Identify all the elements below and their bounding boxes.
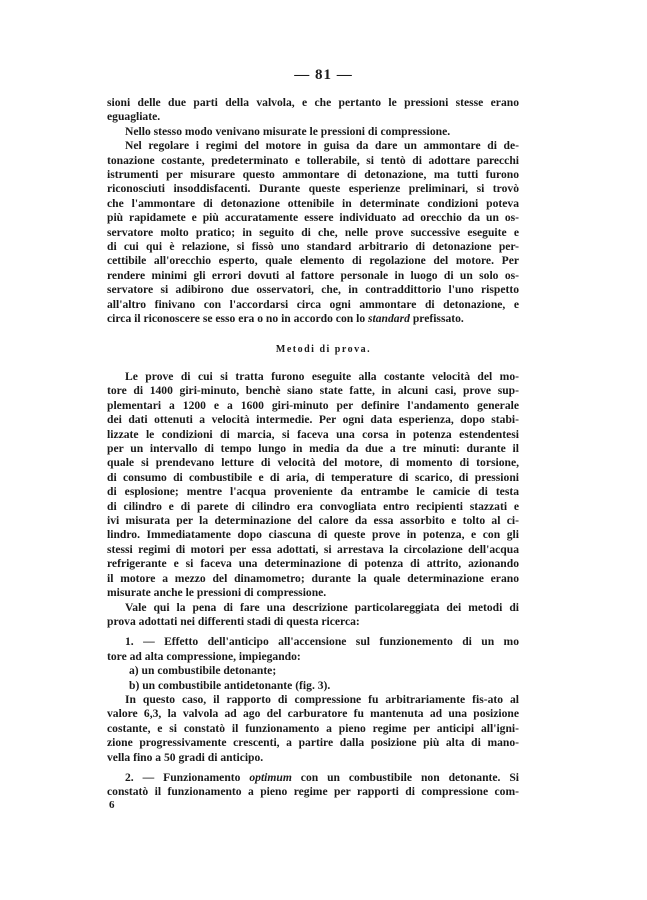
text-line: eguagliate. bbox=[107, 110, 161, 124]
text-line bbox=[107, 312, 519, 326]
text-line: il motore a mezzo del dinamometro; durante la quale determinazione erano bbox=[107, 571, 519, 585]
text-line: quale si prendevano letture di velocità del motore, di momento di torsione, bbox=[107, 456, 519, 470]
text-run: con un combustibile non detonante. Si bbox=[291, 770, 520, 784]
text-line: Nel regolare i regimi del motore in guisa da dare un ammontare di de- bbox=[125, 139, 519, 153]
text-line: lizzate le condizioni di marcia, si faceva una corsa in potenza estendentesi bbox=[107, 427, 519, 441]
italic-term: optimum bbox=[249, 770, 292, 784]
text-line: tonazione costante, predeterminato e tollerabile, si tentò di adottare parecchi bbox=[107, 153, 519, 167]
text-run: circa il riconoscere se esso era o no in accordo con lo bbox=[107, 312, 369, 326]
text-line: constatò il funzionamento a pieno regime per rapporti di compressione com- bbox=[107, 785, 519, 799]
text-line: di cui qui è relazione, si fissò uno standard arbitrario di detonazione per- bbox=[107, 240, 519, 254]
text-line: cettibile all'orecchio esperto, quale elemento di regolazione del motore. Per bbox=[107, 254, 519, 268]
page-number: — 81 — bbox=[294, 67, 353, 83]
text-run: 2. — Funzionamento bbox=[125, 770, 250, 784]
text-line: istrumenti per misurare questo ammontare di detonazione, ma tutti furono bbox=[107, 168, 519, 182]
text-line: costante, e si constatò il funzionamento a pieno regime per anticipi all'igni- bbox=[107, 721, 519, 735]
methods-text bbox=[107, 370, 519, 800]
text-line: In questo caso, il rapporto di compressione fu arbitrariamente fis-ato al bbox=[125, 692, 519, 706]
text-line: misurate anche le pressioni di compressione. bbox=[107, 586, 327, 600]
sub-item: a) un combustibile detonante; bbox=[129, 664, 277, 678]
text-line: Nello stesso modo venivano misurate le pressioni di compressione. bbox=[125, 124, 451, 138]
text-line: che l'ammontare di detonazione ottenibile in determinate condizioni poteva bbox=[107, 196, 519, 210]
text-run: prefissato. bbox=[409, 312, 464, 326]
list-item-heading: 1. — Effetto dell'anticipo all'accensione sul funzionemento di un mo bbox=[125, 635, 519, 649]
text-line: Vale qui la pena di fare una descrizione particolareggiata dei metodi di bbox=[125, 600, 519, 614]
section-title: Metodi di prova. bbox=[275, 344, 372, 355]
text-line: Le prove di cui si tratta furono eseguite alla costante velocità del mo- bbox=[125, 370, 519, 383]
text-line: zione progressivamente crescenti, a partire dalla posizione più alta di mano- bbox=[107, 736, 519, 750]
text-line: prova adottati nei differenti stadi di questa ricerca: bbox=[107, 614, 360, 628]
text-line: plementari a 1200 e a 1600 giri-minuto per definire l'andamento generale bbox=[107, 398, 519, 412]
text-line: valore 6,3, la valvola ad ago del carburatore fu mantenuta ad una posizione bbox=[107, 707, 519, 721]
signature-mark: 6 bbox=[109, 799, 115, 811]
text-line: rendere minimi gli errori dovuti al fattore personale in luogo di un solo os- bbox=[107, 268, 519, 282]
text-line: all'altro finivano con l'accordarsi circa ogni ammontare di detonazione, e bbox=[107, 297, 519, 311]
intro-text bbox=[107, 96, 519, 327]
text-line: stessi regimi di motori per essa adottati, si arrestava la circolazione dell'acqua bbox=[107, 542, 519, 556]
text-line: di cilindro e di parete di cilindro era convogliata entro recipienti stazzati e bbox=[107, 499, 519, 513]
text-line: riconosciuti insoddisfacenti. Durante queste esperienze preliminari, si trovò bbox=[107, 182, 519, 196]
text-line: dei dati ottenuti a velocità intermedie. Per ogni data esperienza, dopo stabi- bbox=[107, 413, 519, 427]
italic-term: standard bbox=[368, 312, 410, 326]
text-line: tore ad alta compressione, impiegando: bbox=[107, 649, 301, 663]
text-line: tore di 1400 giri-minuto, benchè siano state fatte, in alcuni casi, prove sup- bbox=[107, 384, 519, 398]
text-line: ivi misurata per la determinazione del calore da essa assorbito e tolto al ci- bbox=[107, 514, 519, 528]
text-line: sioni delle due parti della valvola, e che pertanto le pressioni stesse erano bbox=[107, 96, 519, 109]
text-line: servatore si adibirono due osservatori, che, in contraddittorio l'uno rispetto bbox=[107, 283, 519, 297]
text-line: refrigerante e si faceva una determinazione di potenza di attrito, azionando bbox=[107, 557, 519, 571]
text-line: servatore molto pratico; in seguito di che, nelle prove successive eseguite e bbox=[107, 225, 519, 239]
text-line: per un intervallo di tempo lungo in media da due a tre minuti: durante il bbox=[107, 442, 519, 456]
list-item-heading bbox=[107, 771, 519, 785]
text-line: di esplosione; mentre l'acqua proveniente da entrambe le camicie di testa bbox=[107, 485, 519, 499]
text-line: vella fino a 50 gradi di anticipo. bbox=[107, 750, 264, 764]
text-line: di consumo di combustibile e di aria, di temperature di scarico, di pressioni bbox=[107, 470, 519, 484]
sub-item: b) un combustibile antidetonante (fig. 3). bbox=[129, 678, 331, 692]
text-line: lindro. Immediatamente dopo ciascuna di queste prove in potenza, e con gli bbox=[107, 528, 519, 542]
text-line: più rapidamete e più accuratamente essere individuato ad orecchio da un os- bbox=[107, 211, 519, 225]
